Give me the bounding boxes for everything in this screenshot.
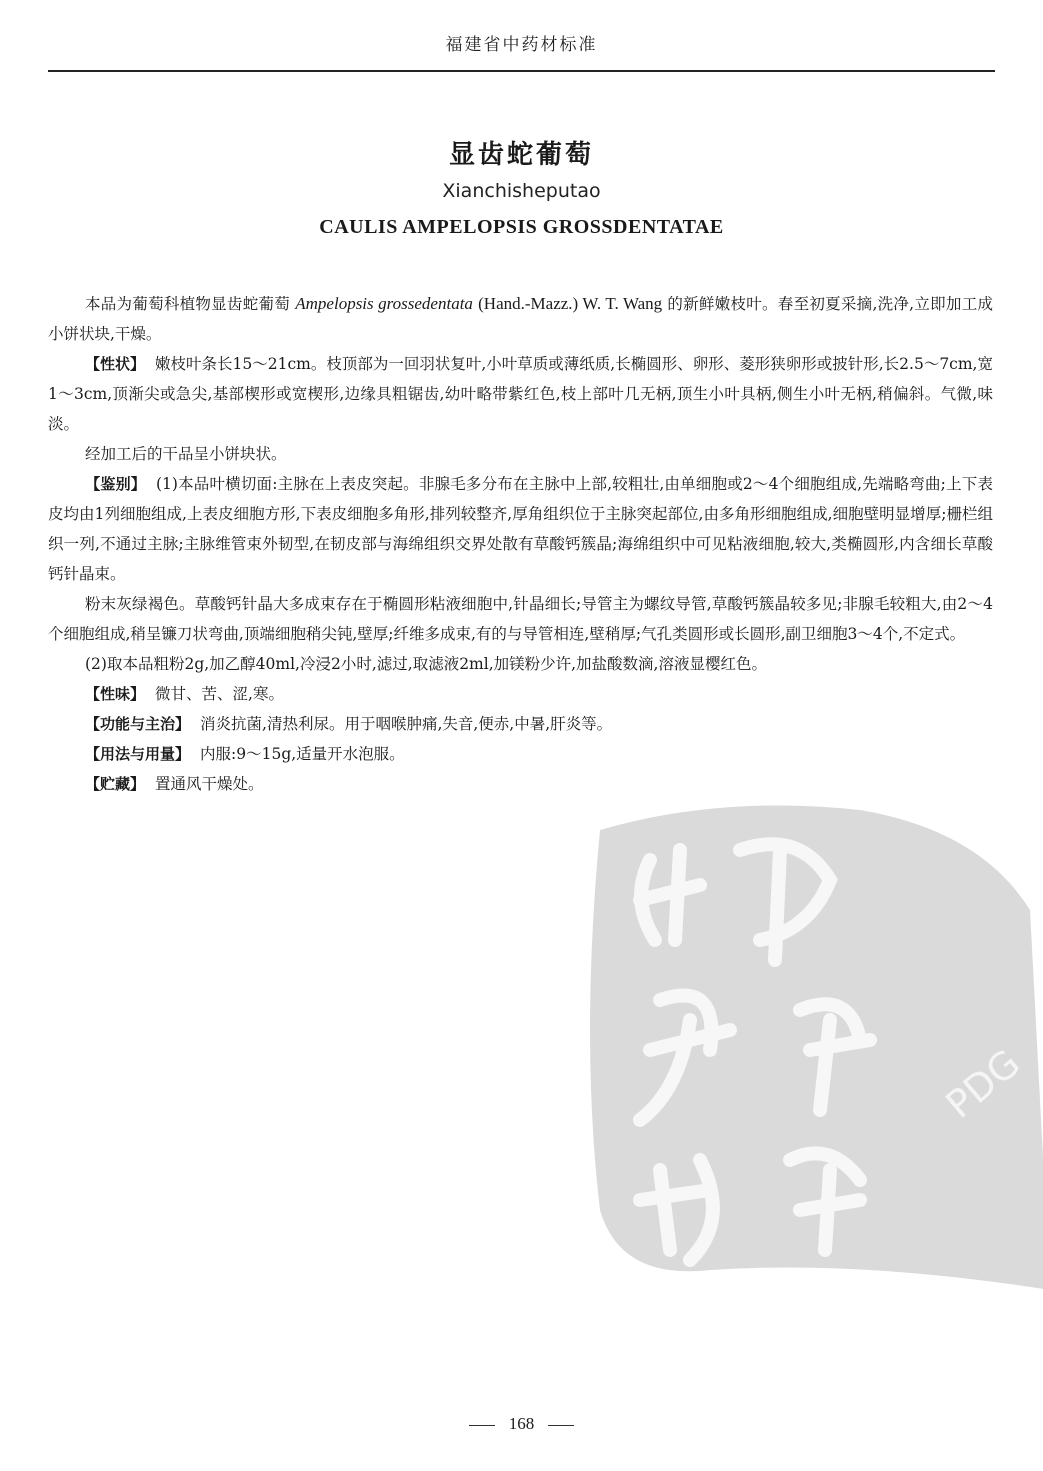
zhucang-text: 置通风干燥处。: [155, 775, 264, 793]
jianbie-paragraph: [48, 469, 993, 589]
yongfa-text: 内服:9～15g,适量开水泡服。: [200, 745, 405, 763]
running-header: 福建省中药材标准: [445, 35, 598, 55]
gongneng-text: 消炎抗菌,清热利尿。用于咽喉肿痛,失音,便赤,中暑,肝炎等。: [200, 715, 613, 733]
entry-latin-name: CAULIS AMPELOPSIS GROSSDENTATAE: [319, 216, 724, 238]
intro-paragraph: [48, 289, 993, 349]
yongfa-heading: 【用法与用量】: [85, 745, 191, 763]
xingwei-paragraph: [48, 679, 993, 709]
intro-text-2: 的新鲜嫩枝叶。春至初夏采摘,洗净,立即加工成小饼状块,干燥。: [48, 295, 993, 343]
gongneng-paragraph: [48, 709, 993, 739]
header-rule: [48, 70, 995, 72]
intro-text-1: 本品为葡萄科植物显齿蛇葡萄: [85, 295, 291, 313]
processed-paragraph: 经加工后的干品呈小饼块状。: [85, 445, 287, 463]
yongfa-paragraph: [48, 739, 993, 769]
zhucang-heading: 【贮藏】: [85, 775, 146, 793]
xingwei-heading: 【性味】: [85, 685, 146, 703]
gongneng-heading: 【功能与主治】: [85, 715, 191, 733]
species-author: (Hand.-Mazz.) W. T. Wang: [478, 294, 663, 313]
xingwei-text: 微甘、苦、涩,寒。: [155, 685, 284, 703]
page-dash-right: [548, 1425, 574, 1426]
entry-title: 显齿蛇葡萄: [448, 140, 594, 170]
page-number: 168: [508, 1414, 535, 1433]
species-name: Ampelopsis grossedentata: [295, 294, 473, 313]
entry-pinyin: Xianchisheputao: [442, 180, 601, 202]
watermark-text: PDG: [937, 1040, 1029, 1127]
watermark-seal: [560, 790, 1043, 1310]
jianbie-text-1: (1)本品叶横切面:主脉在上表皮突起。非腺毛多分布在主脉中上部,较粗壮,由单细胞或2～4个细胞组成,先端略弯曲;上下表皮均由1列细胞组成,上表皮细胞方形,下表皮细胞多角形,排列较整齐,厚角组织位于主脉突起部位,由多角形细胞组成,细胞壁明显增厚;栅栏组织一列,不通过主脉;主脉维管束外韧型,在韧皮部与海绵组织交界处散有草酸钙簇晶;海绵组织中可见粘液细胞,较大,类椭圆形,内含细长草酸钙针晶束。: [48, 475, 993, 583]
powder-paragraph: 粉末灰绿褐色。草酸钙针晶大多成束存在于椭圆形粘液细胞中,针晶细长;导管主为螺纹导管,草酸钙簇晶较多见;非腺毛较粗大,由2～4个细胞组成,稍呈镰刀状弯曲,顶端细胞稍尖钝,壁厚;纤维多成束,有的与导管相连,壁稍厚;气孔类圆形或长圆形,副卫细胞3～4个,不定式。: [48, 595, 993, 643]
page-footer: [0, 1414, 1043, 1434]
page-dash-left: [469, 1425, 495, 1426]
xingzhuang-text: 嫩枝叶条长15～21cm。枝顶部为一回羽状复叶,小叶草质或薄纸质,长椭圆形、卵形、菱形狭卵形或披针形,长2.5～7cm,宽1～3cm,顶渐尖或急尖,基部楔形或宽楔形,边缘具粗锯齿,幼叶略带紫红色,枝上部叶几无柄,顶生小叶具柄,侧生小叶无柄,稍偏斜。气微,味淡。: [48, 355, 993, 433]
jianbie-heading: 【鉴别】: [85, 475, 146, 493]
monograph-body: [48, 289, 993, 799]
xingzhuang-paragraph: [48, 349, 993, 439]
jianbie-2-paragraph: (2)取本品粗粉2g,加乙醇40ml,冷浸2小时,滤过,取滤液2ml,加镁粉少许,加盐酸数滴,溶液显樱红色。: [85, 655, 767, 673]
xingzhuang-heading: 【性状】: [85, 355, 146, 373]
